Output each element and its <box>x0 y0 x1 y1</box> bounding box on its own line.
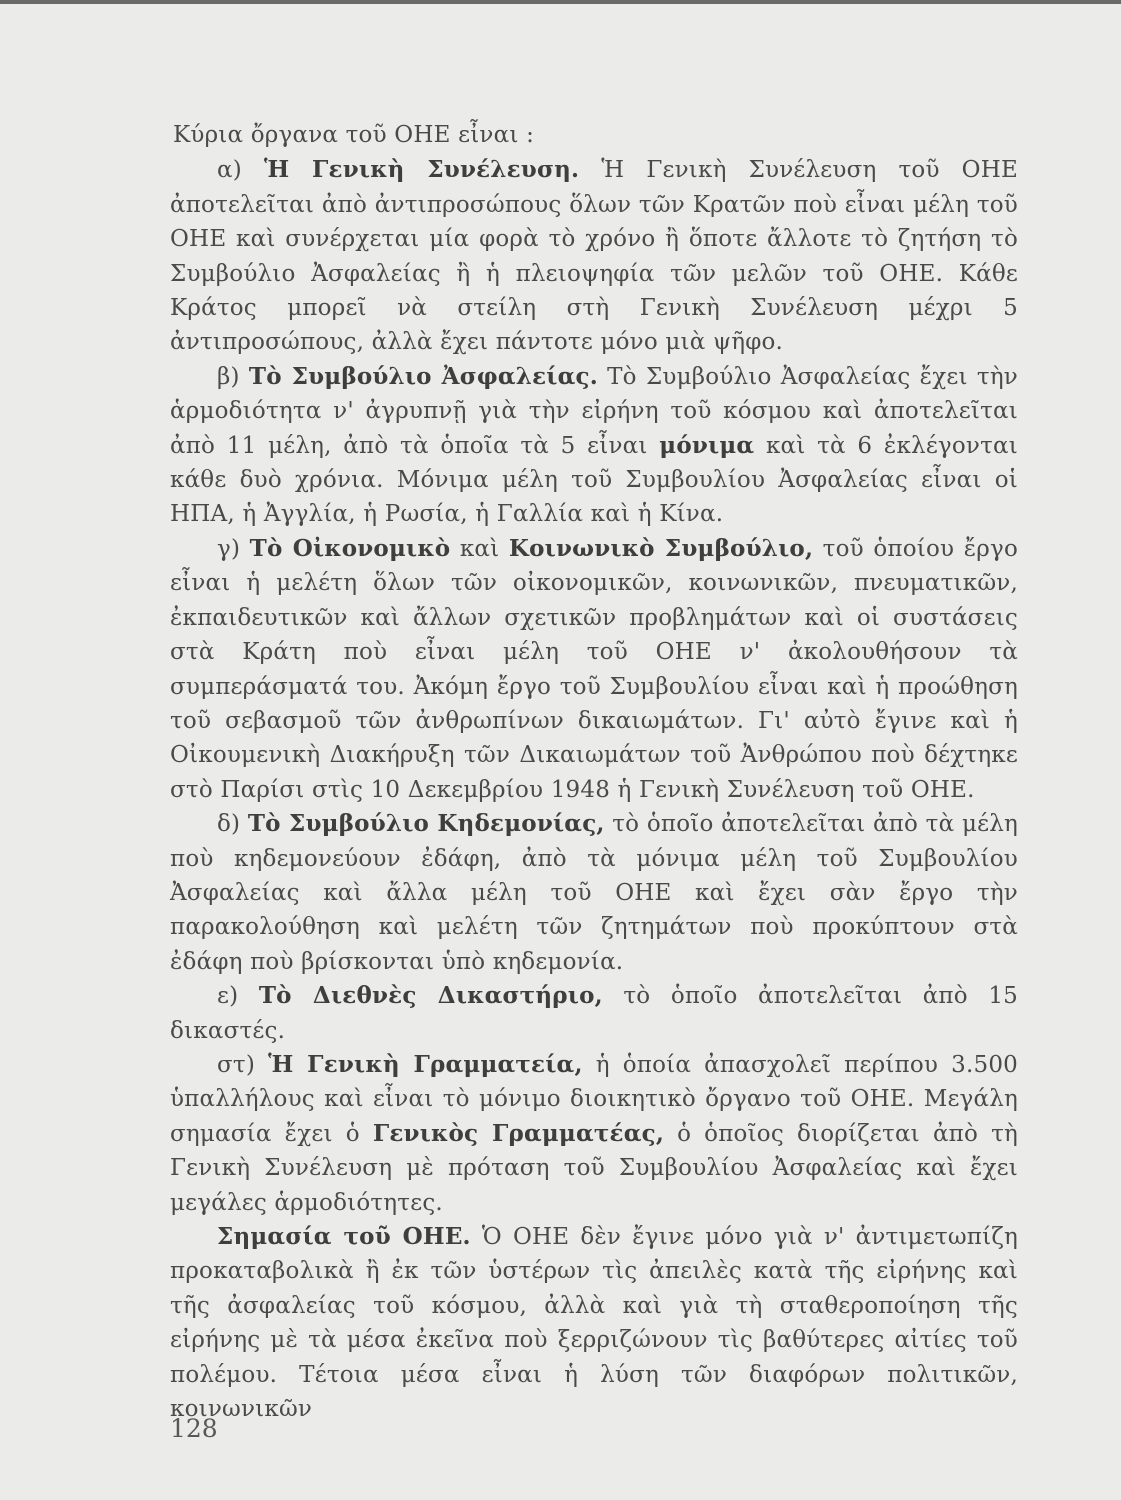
page-number: 128 <box>170 1414 218 1443</box>
heading-secretariat: Ἡ Γενικὴ Γραμματεία, <box>268 1050 583 1078</box>
intro-line: Κύρια ὄργανα τοῦ ΟΗΕ εἶναι : <box>173 122 535 148</box>
heading-international-court: Τὸ Διεθνὲς Δικαστήριο, <box>258 982 603 1010</box>
heading-general-assembly: Ἡ Γενικὴ Συνέλευση. <box>263 156 580 184</box>
emphasis-permanent: μόνιμα <box>659 431 755 459</box>
heading-significance: Σημασία τοῦ ΟΗΕ. <box>217 1223 471 1250</box>
paragraph-international-court: ε) Τὸ Διεθνὲς Δικαστήριο, τὸ ὁποῖο ἀποτελεῖται ἀπὸ 15 δικαστές. <box>170 982 1018 1044</box>
heading-security-council: Τὸ Συμβούλιο Ἀσφαλείας. <box>248 362 598 390</box>
paragraph-economic-social-council: γ) Τὸ Οἰκονομικὸ καὶ Κοινωνικὸ Συμβούλιο, τοῦ ὁποίου ἔργο εἶναι ἡ μελέτη ὅλων τῶν οἰκονομικῶν, κοινωνικῶν, πνευματικῶν, ἐκπαιδευτικῶν καὶ ἄλλων σχετικῶν προβλημάτων καὶ οἱ συστάσεις στὰ Κράτη ποὺ εἶναι μέλη τοῦ ΟΗΕ ν' ἀκολουθήσουν τὰ συμπεράσματά του. Ἀκόμη ἔργο τοῦ Συμβουλίου εἶναι καὶ ἡ προώθηση τοῦ σεβασμοῦ τῶν ἀνθρωπίνων δικαιωμάτων. Γι' αὐτὸ ἔγινε καὶ ἡ Οἰκουμενικὴ Διακήρυξη τῶν Δικαιωμάτων τοῦ Ἀνθρώπου ποὺ δέχτηκε στὸ Παρίσι στὶς 10 Δεκεμβρίου 1948 ἡ Γενικὴ Συνέλευση τοῦ ΟΗΕ. <box>170 534 1018 803</box>
heading-secretary-general: Γενικὸς Γραμματέας, <box>372 1119 665 1147</box>
page-body <box>170 118 1018 1426</box>
paragraph-significance: Σημασία τοῦ ΟΗΕ. Ὁ ΟΗΕ δὲν ἔγινε μόνο γιὰ ν' ἀντιμετωπίζη προκαταβολικὰ ἢ ἐκ τῶν ὑστέρων τὶς ἀπειλὲς κατὰ τῆς εἰρήνης καὶ τῆς ἀσφαλείας τοῦ κόσμου, ἀλλὰ καὶ γιὰ τὴ σταθεροποίηση τῆς εἰρήνης μὲ τὰ μέσα ἐκεῖνα ποὺ ξερριζώνουν τὶς βαθύτερες αἰτίες τοῦ πολέμου. Τέτοια μέσα εἶναι ἡ λύση τῶν διαφόρων πολιτικῶν, κοινωνικῶν <box>170 1223 1018 1423</box>
paragraph-security-council: β) Τὸ Συμβούλιο Ἀσφαλείας. Τὸ Συμβούλιο Ἀσφαλείας ἔχει τὴν ἁρμοδιότητα ν' ἀγρυπνῇ γιὰ τὴν εἰρήνη τοῦ κόσμου καὶ ἀποτελεῖται ἀπὸ 11 μέλη, ἀπὸ τὰ ὁποῖα τὰ 5 εἶναι μόνιμα καὶ τὰ 6 ἐκλέγονται κάθε δυὸ χρόνια. Μόνιμα μέλη τοῦ Συμβουλίου Ἀσφαλείας εἶναι οἱ ΗΠΑ, ἡ Ἀγγλία, ἡ Ρωσία, ἡ Γαλλία καὶ ἡ Κίνα. <box>170 362 1018 528</box>
paragraph-secretariat: στ) Ἡ Γενικὴ Γραμματεία, ἡ ὁποία ἀπασχολεῖ περίπου 3.500 ὑπαλλήλους καὶ εἶναι τὸ μόνιμο διοικητικὸ ὄργανο τοῦ ΟΗΕ. Μεγάλη σημασία ἔχει ὁ Γενικὸς Γραμματέας, ὁ ὁποῖος διορίζεται ἀπὸ τὴ Γενικὴ Συνέλευση μὲ πρόταση τοῦ Συμβουλίου Ἀσφαλείας καὶ ἔχει μεγάλες ἁρμοδιότητες. <box>170 1050 1019 1216</box>
heading-trusteeship-council: Τὸ Συμβούλιο Κηδεμονίας, <box>247 810 605 838</box>
heading-economic: Τὸ Οἰκονομικὸ <box>249 534 451 562</box>
heading-social-council: Κοινωνικὸ Συμβούλιο, <box>508 534 814 562</box>
paragraph-general-assembly: α) Ἡ Γενικὴ Συνέλευση. Ἡ Γενικὴ Συνέλευση τοῦ ΟΗΕ ἀποτελεῖται ἀπὸ ἀντιπροσώπους ὅλων τῶν Κρατῶν ποὺ εἶναι μέλη τοῦ ΟΗΕ καὶ συνέρχεται μία φορὰ τὸ χρόνο ἢ ὅποτε ἄλλοτε τὸ ζητήση τὸ Συμβούλιο Ἀσφαλείας ἢ ἡ πλειοψηφία τῶν μελῶν τοῦ ΟΗΕ. Κάθε Κράτος μπορεῖ νὰ στείλη στὴ Γενικὴ Συνέλευση μέχρι 5 ἀντιπροσώπους, ἀλλὰ ἔχει πάντοτε μόνο μιὰ ψῆφο. <box>170 156 1018 356</box>
paragraph-trusteeship-council: δ) Τὸ Συμβούλιο Κηδεμονίας, τὸ ὁποῖο ἀποτελεῖται ἀπὸ τὰ μέλη ποὺ κηδεμονεύουν ἐδάφη, ἀπὸ τὰ μόνιμα μέλη τοῦ Συμβουλίου Ἀσφαλείας καὶ ἄλλα μέλη τοῦ ΟΗΕ καὶ ἔχει σὰν ἔργο τὴν παρακολούθηση καὶ μελέτη τῶν ζητημάτων ποὺ προκύπτουν στὰ ἐδάφη ποὺ βρίσκονται ὑπὸ κηδεμονία. <box>170 810 1018 975</box>
page-top-edge <box>0 0 1121 4</box>
